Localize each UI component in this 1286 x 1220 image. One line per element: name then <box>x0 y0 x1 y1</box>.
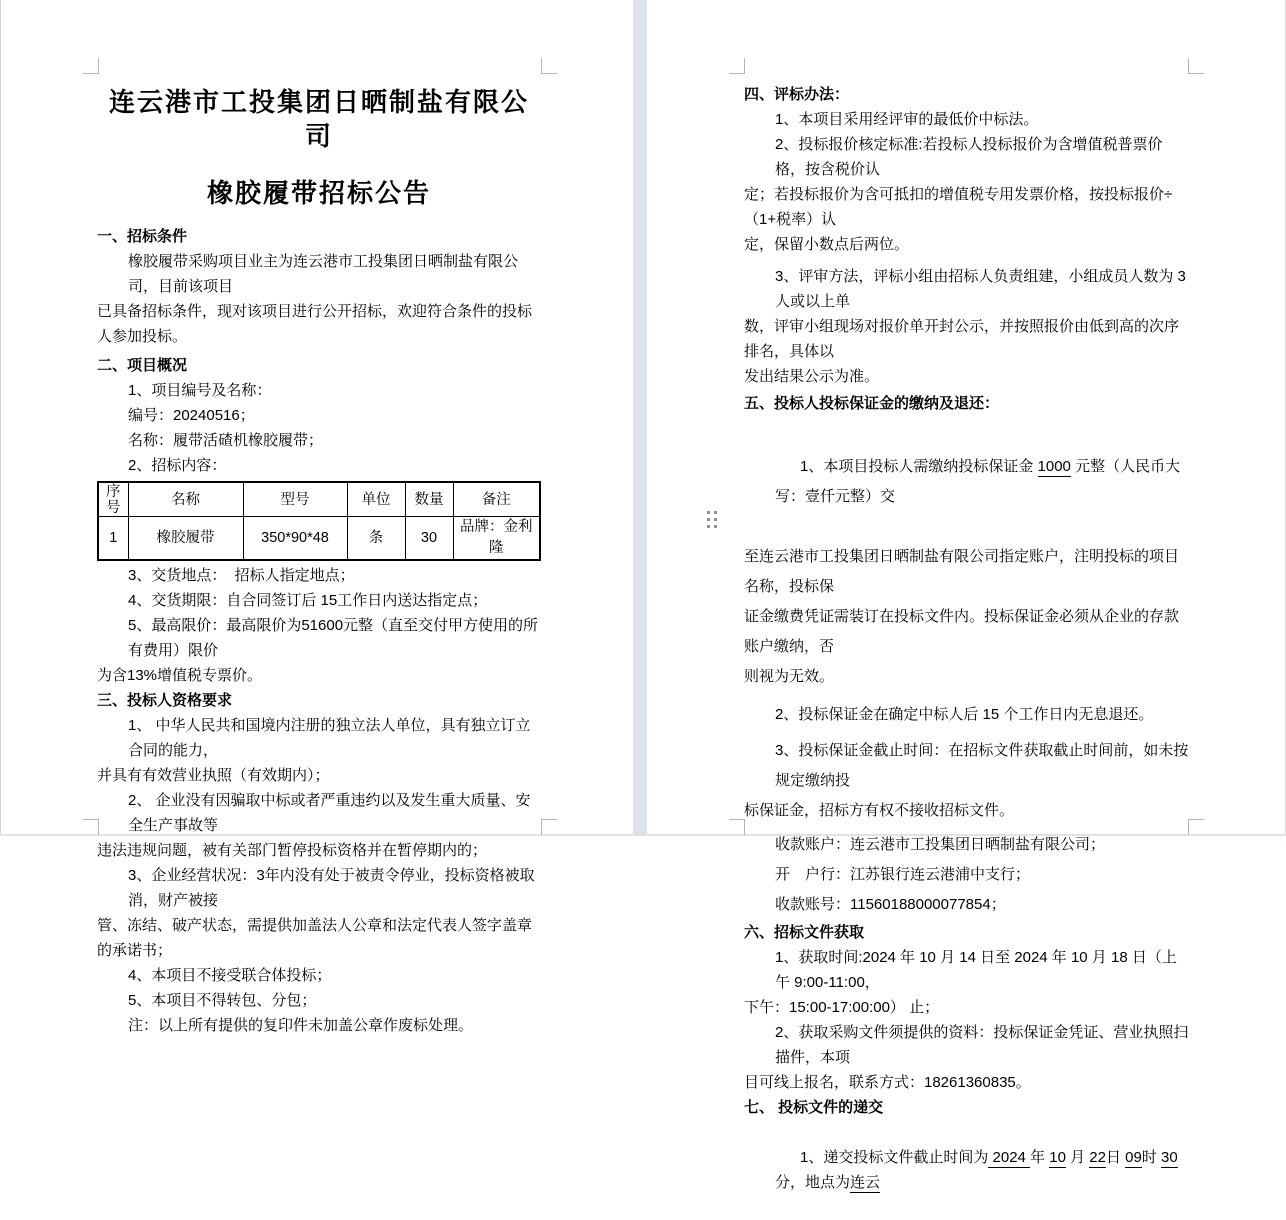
text-line: 标保证金，招标方有权不接收招标文件。 <box>744 802 1015 819</box>
table-header-cell: 单位 <box>347 482 405 517</box>
text-line: 5、本项目不得转包、分包； <box>128 992 317 1009</box>
text-line: 则视为无效。 <box>744 668 835 685</box>
handle-dot <box>707 525 710 528</box>
text-line: 1、本项目采用经评审的最低价中标法。 <box>775 111 1039 128</box>
text-boundary-mark-top-left-icon <box>83 58 99 74</box>
text-line: 至连云港市工投集团日晒制盐有限公司指定账户，注明投标的项目名称，投标保 <box>744 548 1180 595</box>
table-cell: 橡胶履带 <box>128 517 243 561</box>
text-line: 5、最高限价：最高限价为51600元整（直至交付甲方使用的所有费用）限价 <box>128 617 539 659</box>
text-line: 编号：20240516； <box>128 407 255 424</box>
text-segment: 1、递交投标文件截止时间为 <box>800 1149 989 1166</box>
table-row <box>98 517 540 561</box>
text-line: 目可线上报名，联系方式：18261360835。 <box>744 1074 1031 1091</box>
text-segment: 元整（人民币大写：壹仟元整）交 <box>775 458 1181 505</box>
doc-title-line-2: 橡胶履带招标公告 <box>206 178 431 208</box>
table-header-cell: 数量 <box>405 482 453 517</box>
text-line: 3、评审方法，评标小组由招标人负责组建，小组成员人数为 3 人或以上单 <box>775 268 1191 310</box>
section-heading-1: 一、招标条件 <box>97 228 188 245</box>
handle-dot <box>714 518 717 521</box>
text-line: 管、冻结、破产状态，需提供加盖法人公章和法定代表人签字盖章的承诺书； <box>97 917 533 959</box>
tender-items-table <box>97 481 541 561</box>
section-heading-2: 二、项目概况 <box>97 357 188 374</box>
section-heading-6: 六、招标文件获取 <box>744 924 865 941</box>
text-line: 3、企业经营状况：3年内没有处于被责令停业，投标资格被取消，财产被接 <box>128 867 535 909</box>
underlined-value: 30 <box>1161 1149 1178 1166</box>
text-line: 开 户行：江苏银行连云港浦中支行； <box>775 866 1031 883</box>
section-heading-3: 三、投标人资格要求 <box>97 692 233 709</box>
text-boundary-mark-bottom-left-icon <box>729 819 745 835</box>
text-line <box>744 422 1189 542</box>
page-1-text-area[interactable] <box>97 73 541 1038</box>
text-line: 2、投标保证金在确定中标人后 15 个工作日内无息退还。 <box>775 706 1154 723</box>
text-line: 下午：15:00-17:00:00） 止； <box>744 999 940 1016</box>
text-line: 2、投标报价核定标准:若投标人投标报价为含增值税普票价格，按含税价认 <box>775 136 1163 178</box>
section-heading-4: 四、评标办法： <box>744 86 850 103</box>
text-line: 3、交货地点： 招标人指定地点； <box>128 567 355 584</box>
text-line: 注：以上所有提供的复印件未加盖公章作废标处理。 <box>128 1017 474 1034</box>
text-line: 4、交货期限：自合同签订后 15工作日内送达指定点； <box>128 592 488 609</box>
text-line: 定，保留小数点后两位。 <box>744 236 910 253</box>
text-segment: 年 <box>1030 1149 1050 1166</box>
underlined-value: 连云 <box>850 1174 881 1191</box>
text-line: 为含13%增值税专票价。 <box>97 667 263 684</box>
text-boundary-mark-bottom-right-icon <box>1188 819 1204 835</box>
text-line: 并具有有效营业执照（有效期内）； <box>97 767 330 784</box>
table-cell: 30 <box>405 517 453 561</box>
text-line: 2、 企业没有因骗取中标或者严重违约以及发生重大质量、安全生产事故等 <box>128 792 531 834</box>
section-heading-7: 七、 投标文件的递交 <box>744 1099 884 1116</box>
text-line: 3、投标保证金截止时间：在招标文件获取截止时间前，如未按规定缴纳投 <box>775 742 1189 789</box>
drag-handle-icon[interactable] <box>707 511 717 528</box>
table-cell: 品牌：金利隆 <box>453 517 540 561</box>
table-header-row <box>98 482 540 517</box>
handle-dot <box>714 511 717 514</box>
underlined-value: 09 <box>1125 1149 1142 1166</box>
text-boundary-mark-top-right-icon <box>1188 58 1204 74</box>
table-header-cell: 序号 <box>98 482 128 517</box>
underlined-amount: 1000 <box>1037 458 1071 475</box>
text-boundary-mark-top-left-icon <box>729 58 745 74</box>
text-boundary-mark-bottom-right-icon <box>541 819 557 835</box>
handle-dot <box>714 525 717 528</box>
section-heading-5: 五、投标人投标保证金的缴纳及退还： <box>744 395 1000 412</box>
table-header-cell: 名称 <box>128 482 243 517</box>
table-cell: 1 <box>98 517 128 561</box>
text-line: 证金缴费凭证需装订在投标文件内。投标保证金必须从企业的存款账户缴纳，否 <box>744 608 1180 655</box>
text-segment: 时 <box>1141 1149 1161 1166</box>
text-boundary-mark-top-right-icon <box>541 58 557 74</box>
text-line: 1、获取时间:2024 年 10 月 14 日至 2024 年 10 月 18 日（上午 9:00-11:00， <box>775 949 1177 991</box>
text-line: 发出结果公示为准。 <box>744 368 880 385</box>
text-line: 2、招标内容： <box>128 457 227 474</box>
text-line: 已具备招标条件，现对该项目进行公开招标，欢迎符合条件的投标人参加投标。 <box>97 303 533 345</box>
text-segment: 月 <box>1065 1149 1090 1166</box>
text-line: 数，评审小组现场对报价单开封公示，并按照报价由低到高的次序排名，具体以 <box>744 318 1180 360</box>
underlined-value: 22 <box>1089 1149 1106 1166</box>
handle-dot <box>707 511 710 514</box>
text-line: 违法违规问题，被有关部门暂停投标资格并在暂停期内的； <box>97 842 488 859</box>
text-line: 收款账号：11560188000077854； <box>775 896 1006 913</box>
text-line <box>744 1120 1189 1220</box>
text-line: 1、项目编号及名称： <box>128 382 272 399</box>
underlined-value: 10 <box>1049 1149 1066 1166</box>
text-line: 1、 中华人民共和国境内注册的独立法人单位，具有独立订立合同的能力， <box>128 717 531 759</box>
page-2-text-area[interactable] <box>744 73 1189 1220</box>
text-segment: 分，地点为 <box>775 1174 851 1191</box>
text-line: 名称：履带活碴机橡胶履带； <box>128 432 324 449</box>
text-line: 4、本项目不接受联合体投标； <box>128 967 332 984</box>
text-line: 收款账户：连云港市工投集团日晒制盐有限公司； <box>775 836 1106 853</box>
text-line: 橡胶履带采购项目业主为连云港市工投集团日晒制盐有限公司，目前该项目 <box>128 253 519 295</box>
doc-title-line-1: 连云港市工投集团日晒制盐有限公司 <box>108 87 529 151</box>
text-segment: 1、本项目投标人需缴纳投标保证金 <box>800 458 1038 475</box>
handle-dot <box>707 518 710 521</box>
table-header-cell: 型号 <box>243 482 347 517</box>
text-segment: 日 <box>1105 1149 1126 1166</box>
text-line: 2、获取采购文件须提供的资料：投标保证金凭证、营业执照扫描件，本项 <box>775 1024 1189 1066</box>
table-cell: 条 <box>347 517 405 561</box>
text-line: 定；若投标报价为含可抵扣的增值税专用发票价格，按投标报价÷（1+税率）认 <box>744 186 1173 228</box>
table-header-cell: 备注 <box>453 482 540 517</box>
underlined-value: 2024 <box>988 1149 1031 1166</box>
table-cell: 350*90*48 <box>243 517 347 561</box>
